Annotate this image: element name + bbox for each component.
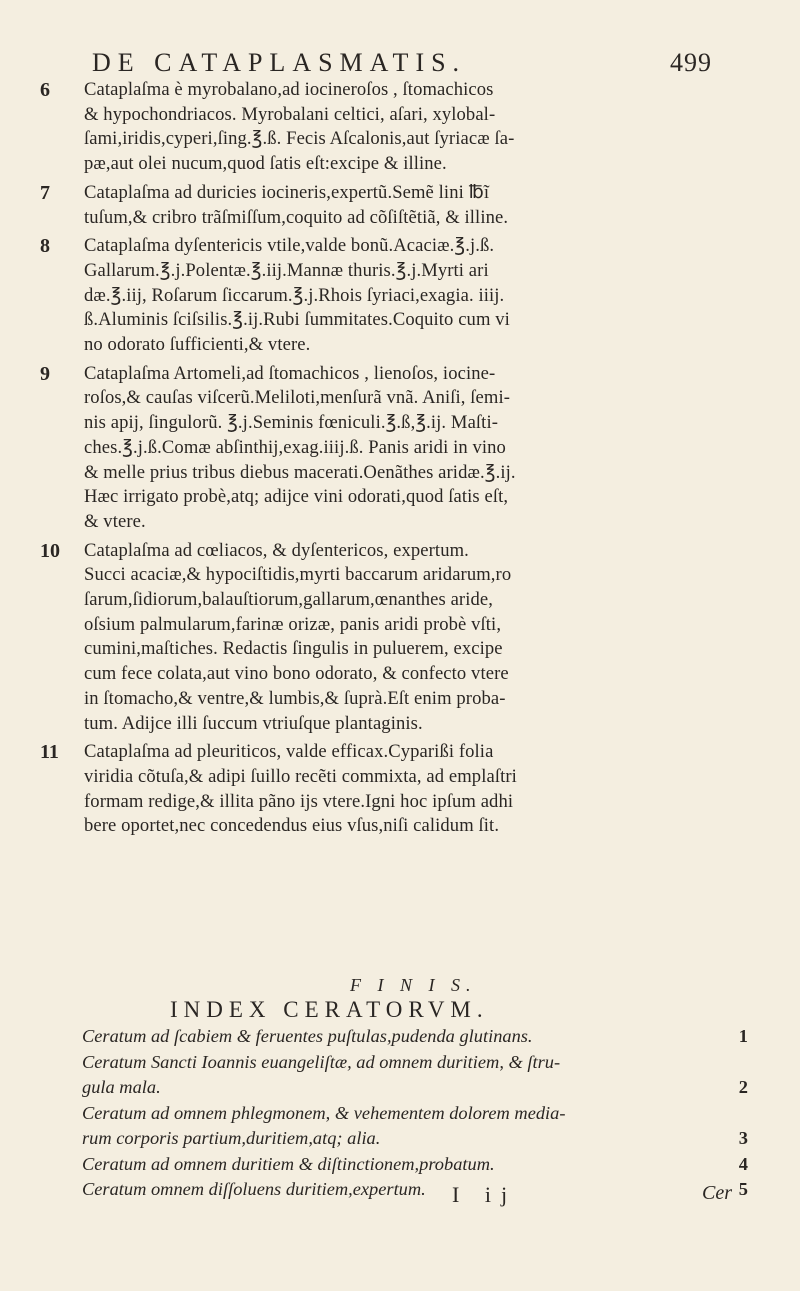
text-line: roſos,& cauſas viſcerũ.Meliloti,menſurã vnã. Aniſi, ſemi- xyxy=(84,387,511,409)
recipe-entries xyxy=(40,78,780,843)
text-line: Gallarum.℥.j.Polentæ.℥.iij.Mannæ thuris.℥.j.Myrti ari xyxy=(84,259,489,281)
text-line: dæ.℥.iij, Roſarum ſiccarum.℥.j.Rhois ſyriaci,exagia. iiij. xyxy=(84,284,505,306)
index-item-text: Ceratum Sancti Ioannis euangeliſtæ, ad omnem duritiem, & ſtru- xyxy=(82,1051,561,1072)
index-list xyxy=(82,1024,748,1203)
text-line: formam redige,& illita pãno ijs vtere.Igni hoc ipſum adhi xyxy=(84,790,514,812)
catchword: Cer xyxy=(702,1182,732,1204)
text-line: ſarum,ſidiorum,balauſtiorum,gallarum,œnanthes aride, xyxy=(84,589,493,611)
index-item-text: Ceratum ad omnem duritiem & diſtinctionem,probatum. xyxy=(82,1153,495,1174)
entry-number: 7 xyxy=(40,181,50,204)
text-line: cumini,maſtiches. Redactis ſingulis in puluerem, excipe xyxy=(84,638,503,660)
running-head-title: DE CATAPLASMATIS. xyxy=(92,48,467,77)
text-line: Cataplaſma ad cœliacos, & dyſentericos, expertum. xyxy=(84,539,469,561)
text-line: viridia cõtuſa,& adipi ſuillo recẽti commixta, ad emplaſtri xyxy=(84,765,517,787)
index-item xyxy=(82,1152,748,1178)
entry-8 xyxy=(40,234,780,358)
text-line: Succi acaciæ,& hypociſtidis,myrti baccarum aridarum,ro xyxy=(84,564,512,586)
text-line: in ſtomacho,& ventre,& lumbis,& ſuprà.Eſt enim proba- xyxy=(84,687,506,709)
text-line: ſami,iridis,cyperi,ſing.℥.ß. Fecis Aſcalonis,aut ſyriacæ ſa- xyxy=(84,128,515,150)
text-line: Cataplaſma dyſentericis vtile,valde bonũ.Acaciæ.℥.j.ß. xyxy=(84,235,495,257)
index-item-text: Ceratum ad ſcabiem & feruentes puſtulas,pudenda glutinans. xyxy=(82,1026,533,1046)
text-line: bere oportet,nec concedendus eius vſus,niſi calidum ſit. xyxy=(84,815,500,837)
page-number: 499 xyxy=(670,48,712,77)
signature-mark: I ij xyxy=(452,1182,518,1207)
index-title: INDEX CERATORVM. xyxy=(170,997,489,1022)
text-line: tum. Adijce illi ſuccum vtriuſque plantaginis. xyxy=(84,712,423,734)
index-item xyxy=(82,1050,742,1076)
text-line: Cataplaſma Artomeli,ad ſtomachicos , lienoſos, iocine- xyxy=(84,362,496,384)
index-item xyxy=(82,1177,748,1203)
index-item xyxy=(82,1126,748,1152)
text-line: cum fece colata,aut vino bono odorato, & confecto vtere xyxy=(84,663,509,685)
entry-number: 6 xyxy=(40,79,50,101)
text-line: & hypochondriacos. Myrobalani celtici, aſari, xylobal- xyxy=(84,103,496,125)
text-line: no odorato ſufficienti,& vtere. xyxy=(84,334,311,356)
text-line: tuſum,& cribro trãſmiſſum,coquito ad cõſiſtẽtiã, & illine. xyxy=(84,206,509,228)
entry-11 xyxy=(40,740,780,839)
text-line: Hæc irrigato probè,atq; adijce vini odorati,quod ſatis eſt, xyxy=(84,486,509,508)
index-item-page: 3 xyxy=(738,1128,748,1148)
text-line: ches.℥.j.ß.Comæ abſinthij,exag.iiij.ß. Panis aridi in vino xyxy=(84,436,506,458)
index-item-page: 5 xyxy=(738,1179,748,1199)
entry-10 xyxy=(40,539,780,737)
entry-number: 8 xyxy=(40,235,50,258)
index-item-page: 4 xyxy=(738,1153,748,1174)
index-item-text: Ceratum omnem diſſoluens duritiem,expertum. xyxy=(82,1179,426,1199)
index-item-text: gula mala. xyxy=(82,1077,161,1097)
text-line: Cataplaſma ad duricies iocineris,expertũ.Semẽ lini ℔ĩ xyxy=(84,181,490,203)
entry-7 xyxy=(40,181,780,230)
index-item xyxy=(82,1024,748,1050)
finis-label: F I N I S. xyxy=(350,975,477,995)
text-line: ß.Aluminis ſciſsilis.℥.ij.Rubi ſummitates.Coquito cum vi xyxy=(84,309,510,331)
index-item xyxy=(82,1075,748,1101)
entry-6 xyxy=(40,78,780,177)
entry-number: 11 xyxy=(40,741,59,764)
text-line: Cataplaſma ad pleuriticos, valde efficax.Cyparißi folia xyxy=(84,741,494,763)
index-item xyxy=(82,1101,742,1127)
text-line: oſsium palmularum,farinæ orizæ, panis aridi probè vſti, xyxy=(84,613,502,635)
running-head xyxy=(92,46,712,80)
entry-9 xyxy=(40,362,780,535)
entry-number: 10 xyxy=(40,539,60,562)
text-line: Cataplaſma è myrobalano,ad iocineroſos , ſtomachicos xyxy=(84,79,494,100)
text-line: & vtere. xyxy=(84,510,146,532)
index-item-page: 2 xyxy=(738,1077,748,1097)
index-item-text: Ceratum ad omnem phlegmonem, & vehementem dolorem media- xyxy=(82,1102,566,1123)
text-line: & melle prius tribus diebus macerati.Oenãthes aridæ.℥.ij. xyxy=(84,461,516,483)
index-item-page: 1 xyxy=(738,1026,748,1046)
text-line: nis apij, ſingulorũ. ℥.j.Seminis fœniculi.℥.ß,℥.ij. Maſti- xyxy=(84,412,499,434)
index-item-text: rum corporis partium,duritiem,atq; alia. xyxy=(82,1128,381,1148)
entry-number: 9 xyxy=(40,362,50,385)
text-line: pæ,aut olei nucum,quod ſatis eſt:excipe & illine. xyxy=(84,153,447,175)
